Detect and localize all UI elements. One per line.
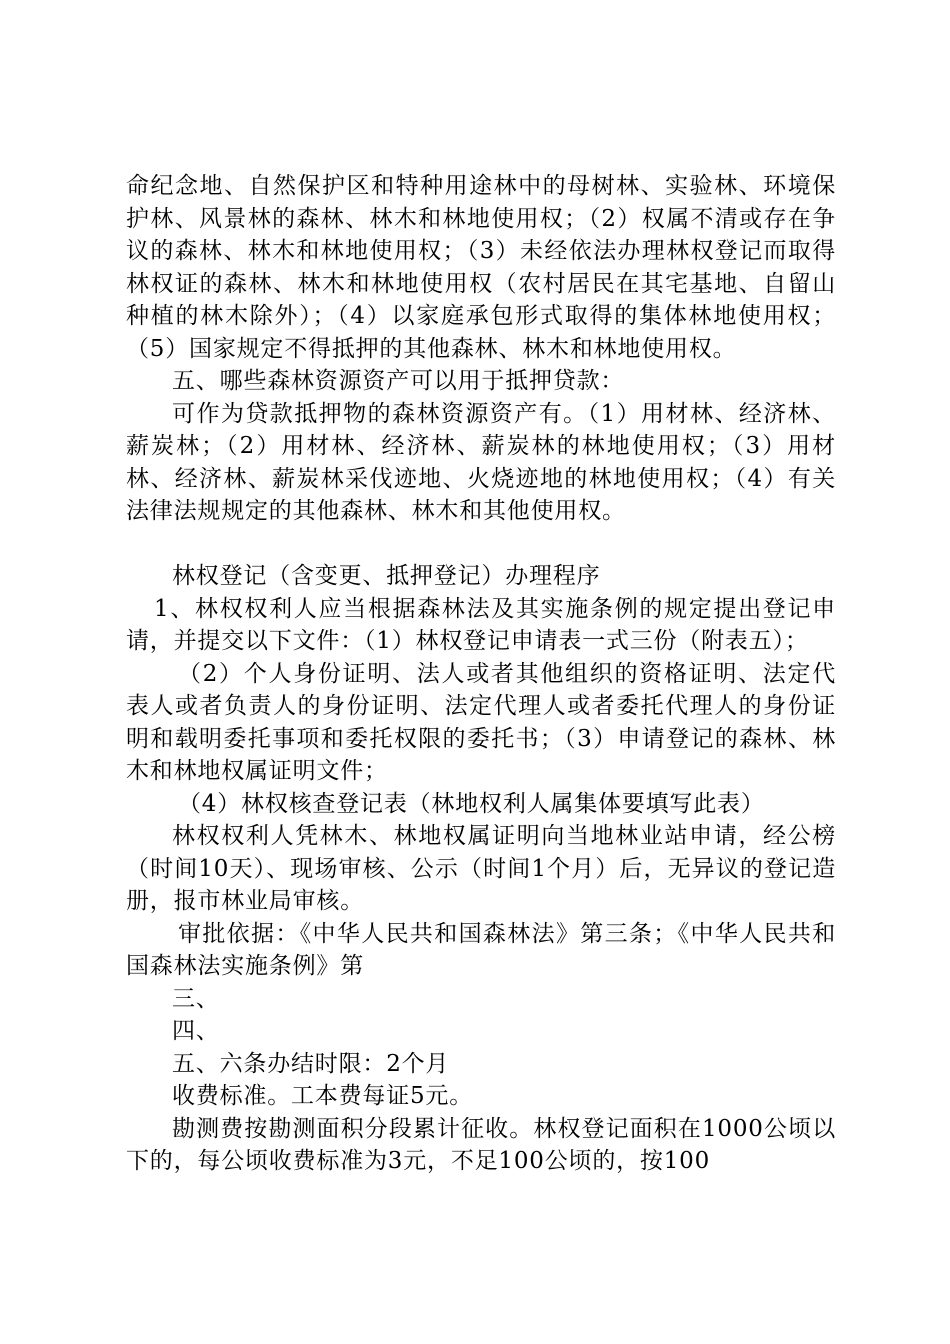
paragraph-article-four: 四、 — [172, 1018, 220, 1044]
paragraph-collateral-assets: 可作为贷款抵押物的森林资源资产有。（1）用材林、经济林、薪炭林；（2）用材林、经济林、薪炭林的林地使用权；（3）用材林、经济林、薪炭林采伐迹地、火烧迹地的林地使用权；（4）有关法律法规规定的其他森林、林木和其他使用权。 — [126, 400, 836, 524]
paragraph-prohibited-collateral: 命纪念地、自然保护区和特种用途林中的母树林、实验林、环境保护林、风景林的森林、林木和林地使用权；（2）权属不清或存在争议的森林、林木和林地使用权；（3）未经依法办理林权登记而取得林权证的森林、林木和林地使用权（农村居民在其宅基地、自留山种植的林木除外）；（4）以家庭承包形式取得的集体林地使用权；（5）国家规定不得抵押的其他森林、林木和林地使用权。 — [126, 173, 836, 362]
paragraph-registration-step-1: 1、林权权利人应当根据森林法及其实施条例的规定提出登记申请，并提交以下文件：（1）林权登记申请表一式三份（附表五）； — [126, 595, 836, 654]
paragraph-application-process: 林权权利人凭林木、林地权属证明向当地林业站申请，经公榜（时间10天）、现场审核、公示（时间1个月）后，无异议的登记造册，报市林业局审核。 — [126, 823, 836, 914]
paragraph-survey-fee: 勘测费按勘测面积分段累计征收。林权登记面积在1000公顷以下的，每公顷收费标准为3元，不足100公顷的，按100 — [126, 1115, 836, 1174]
document-page — [126, 170, 836, 1178]
blank-line — [126, 528, 836, 561]
paragraph-fee-standard: 收费标准。工本费每证5元。 — [172, 1083, 474, 1109]
paragraph-time-limit: 五、六条办结时限：2个月 — [172, 1050, 450, 1077]
section-heading-collateral-assets: 五、哪些森林资源资产可以用于抵押贷款： — [172, 368, 625, 394]
paragraph-article-three: 三、 — [172, 985, 220, 1012]
paragraph-required-documents: （2）个人身份证明、法人或者其他组织的资格证明、法定代表人或者负责人的身份证明、法定代理人或者委托代理人的身份证明和载明委托事项和委托权限的委托书；（3）申请登记的森林、林木和林地权属证明文件； — [126, 660, 836, 784]
section-heading-registration-procedure: 林权登记（含变更、抵押登记）办理程序 — [172, 563, 601, 589]
paragraph-verification-form: （4）林权核查登记表（林地权利人属集体要填写此表） — [178, 790, 765, 817]
paragraph-legal-basis: 审批依据：《中华人民共和国森林法》第三条；《中华人民共和国森林法实施条例》第 — [126, 920, 836, 979]
